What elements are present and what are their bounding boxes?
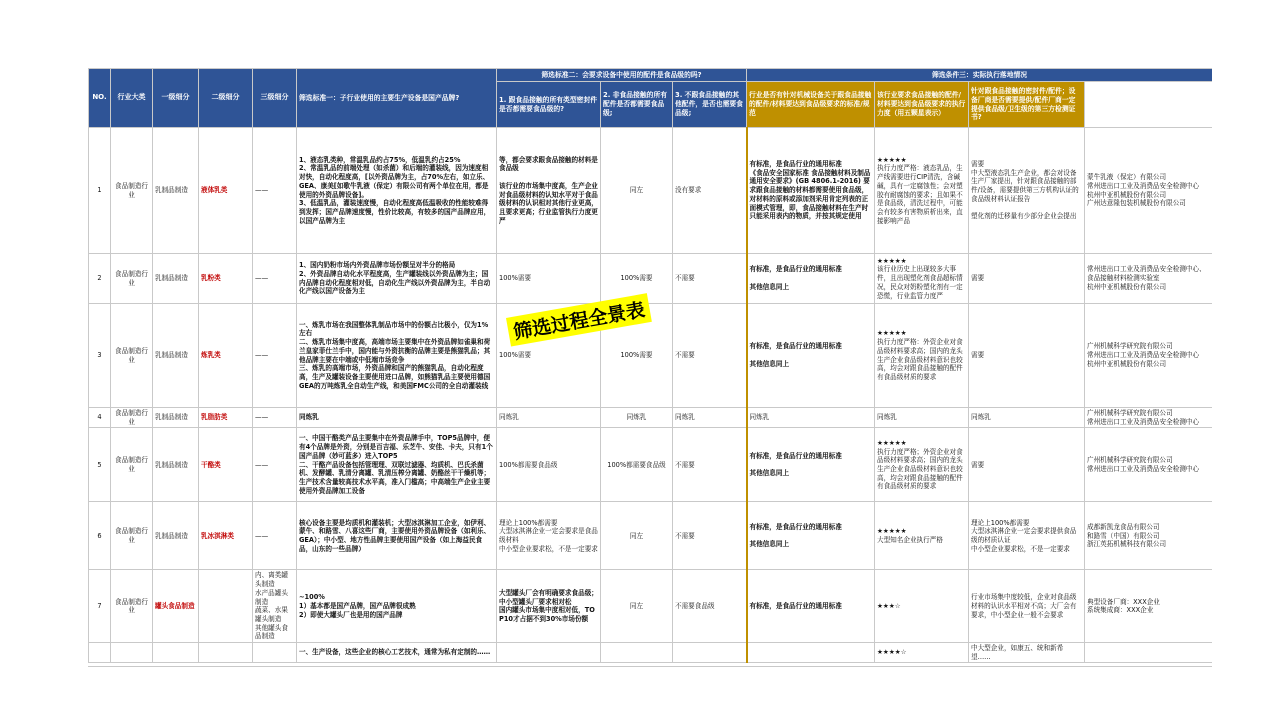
cell-s3b[interactable]: 同炼乳	[875, 408, 969, 428]
cell-industry[interactable]: 食品制造行业	[111, 570, 153, 643]
cell-s3b[interactable]: ★★★★★ 大型知名企业执行严格	[875, 502, 969, 570]
cell-s2a[interactable]	[497, 643, 601, 663]
cell-s2c[interactable]: 不需要	[673, 254, 747, 304]
cell-s3a[interactable]: 有标准，是食品行业的通用标准 其他信息同上	[747, 304, 875, 408]
cell-s2c[interactable]: 不需要	[673, 428, 747, 502]
cell-l3[interactable]: ——	[253, 304, 297, 408]
cell-s1[interactable]: 一、炼乳市场在我国整体乳制品市场中的份额占比极小，仅为1%左右 二、炼乳市场集中度高，高端市场主要集中在外资品牌如雀巢和荷兰皇家菲仕兰手中，国内能与外资抗衡的品牌主要是熊猫乳品；其他品牌主要在中端或中低端市场竞争 三、炼乳的高端市场，外资品牌和国产的熊猫乳品，自动化程度高，生产及罐装设备主要使用进口品牌，如熊猫乳品主要使用德国GEA的万吨炼乳全自动生产线，和美国FMC公司的全自动灌装线	[297, 304, 497, 408]
cell-s3b[interactable]: ★★★★★ 执行力度严格：外资企业对食品级材料要求高；国内的龙头生产企业食品级材料意识也较高，均会对跟食品接触的配件有食品级材质的要求	[875, 304, 969, 408]
cell-l3[interactable]: ——	[253, 128, 297, 254]
col-header-s2c: 3. 不跟食品接触的其他配件，是否也需要食品级;	[673, 82, 747, 128]
cell-s2a[interactable]: 大型罐头厂会有明确要求食品级；中小型罐头厂要求相对松 国内罐头市场集中度相对低，TOP10才占据不到30%市场份额	[497, 570, 601, 643]
col-header-no: NO.	[89, 69, 111, 128]
cell-l2[interactable]: 乳粉类	[199, 254, 253, 304]
table-row	[89, 128, 1213, 254]
cell-s2b[interactable]: 100%都需要食品级	[601, 428, 673, 502]
cell-l2[interactable]	[199, 643, 253, 663]
cell-s2a[interactable]: 100%都需要食品级	[497, 428, 601, 502]
cell-s3c[interactable]: 行业市场集中度较低，企业对食品级材料的认识水平相对不高；大厂会有要求，中小型企业一般不会要求	[969, 570, 1085, 643]
cell-s1[interactable]: 1、液态乳类种，常温乳品约占75%，低温乳约占25% 2、常温乳品的前端处理（如杀菌）和后端的灌装线，因为速度相对快，自动化程度高，[以外资品牌为主，占70%左右，如立乐、GEA、康美[如歌牛乳液（保定）有限公司有两个单位在用，都是使用的外资品牌设备]。 3、低温乳品，灌装速度慢，自动化程度高低温吸收的性能较难得到发挥；国产品牌速度慢，性价比较高，有较多的国产品牌应用，以国产品牌为主	[297, 128, 497, 254]
cell-src[interactable]: 广州机械科学研究院有限公司 常州进出口工业及消费品安全检测中心	[1085, 428, 1213, 502]
cell-src[interactable]: 成都新凯龙食品有限公司 和路雪（中国）有限公司 浙江英拓机械科技有限公司	[1085, 502, 1213, 570]
cell-l1[interactable]: 乳制品制造	[153, 502, 199, 570]
cell-s3b[interactable]: ★★★☆	[875, 570, 969, 643]
cell-s2c[interactable]	[673, 643, 747, 663]
cell-s3a[interactable]: 有标准，是食品行业的通用标准 其他信息同上	[747, 502, 875, 570]
cell-s3b[interactable]: ★★★★★ 执行力度严格：液态乳品，生产线需要进行CIP清洗，含碱碱，具有一定腐蚀性；会对塑胶有耐腐蚀的要求；且如果不是食品级，清洗过程中，可能会有较多有害物质析出来，直接影响产品	[875, 128, 969, 254]
cell-s3a[interactable]: 有标准，是食品行业的通用标准	[747, 570, 875, 643]
cell-s3a[interactable]: 有标准，是食品行业的通用标准 其他信息同上	[747, 254, 875, 304]
cell-s3a[interactable]: 有标准，是食品行业的通用标准 其他信息同上	[747, 428, 875, 502]
col-header-s3c: 针对跟食品接触的密封件/配件；设备厂商是否需要提供/配件厂商一定提供食品级/卫生级的第三方检测证书?	[969, 82, 1085, 128]
cell-s1[interactable]: 一、中国干酪类产品主要集中在外资品牌手中，TOP5品牌中，便有4个品牌是外资，分别是百吉福、乐芝牛、安佳、卡夫，只有1个国产品牌（妙可蓝多）进入TOP5 二、干酪产品设备包括管理理、双联过滤器、均质机、巴氏杀菌机、发酵罐、乳清分离罐、乳清压榨分离罐、奶酪丝干干燥机等；生产技术含量较高技术水平高，准入门槛高；中高端生产企业主要使用外资品牌加工设备	[297, 428, 497, 502]
table-row	[89, 428, 1213, 502]
cell-s3c[interactable]: 理论上100%都需要 大型冰淇淋企业一定会要求提供食品级的材质认证 中小型企业要求松，不是一定要求	[969, 502, 1085, 570]
cell-l1[interactable]	[153, 643, 199, 663]
cell-l3[interactable]: ——	[253, 502, 297, 570]
col-header-s2a: 1. 跟食品接触的所有类型密封件是否都需要食品级的?	[497, 82, 601, 128]
group-header-screen2: 筛选标准二：会要求设备中使用的配件是食品级的吗?	[497, 69, 747, 82]
group-header-screen3: 筛选条件三：实际执行落地情况	[747, 69, 1213, 82]
cell-s3b[interactable]: ★★★★★ 该行业历史上出现较多大事件，且出现塑化剂食品超标情况，民众对奶粉塑化剂有一定恐慌，行业监管力度严	[875, 254, 969, 304]
cell-no[interactable]: 6	[89, 502, 111, 570]
cell-s1[interactable]: 核心设备主要是均质机和灌装机；大型冰淇淋加工企业，如伊利、蒙牛、和路雪、八喜这些厂商，主要使用外资品牌设备（如利乐、GEA）；中小型、地方性品牌主要使用国产设备（如上海益民食品，山东的一些品牌）	[297, 502, 497, 570]
cell-s3c[interactable]: 需要	[969, 254, 1085, 304]
col-header-level2: 二级细分	[199, 69, 253, 128]
cell-s3a[interactable]: 同炼乳	[747, 408, 875, 428]
cell-s2a[interactable]: 理论上100%都需要 大型冰淇淋企业一定会要求是食品级材料 中小型企业要求松，不是一定要求	[497, 502, 601, 570]
cell-no[interactable]: 4	[89, 408, 111, 428]
cell-s3c[interactable]: 需要	[969, 428, 1085, 502]
col-header-industry: 行业大类	[111, 69, 153, 128]
cell-src[interactable]: 常州进出口工业及消费品安全检测中心、食品接触材料检测实验室 杭州中亚机械股份有限公司	[1085, 254, 1213, 304]
cell-s2c[interactable]: 不需要食品级	[673, 570, 747, 643]
cell-industry[interactable]: 食品制造行业	[111, 408, 153, 428]
cell-s3a[interactable]: 有标准，是食品行业的通用标准 《食品安全国家标准 食品接触材料及制品通用安全要求》(GB 4806.1-2016) 要求跟食品接触的材料都需要使用食品级，对材料的原料或添加剂采用肯定列表的正面模式管理，即，食品接触材料在生产时只能采用表内的物质，并按其规定使用	[747, 128, 875, 254]
bottom-edge-line	[88, 666, 1212, 667]
col-header-level3: 三级细分	[253, 69, 297, 128]
cell-l1[interactable]: 乳制品制造	[153, 254, 199, 304]
table-body	[89, 128, 1213, 663]
table-row	[89, 408, 1213, 428]
cell-l3[interactable]: ——	[253, 408, 297, 428]
cell-s2c[interactable]: 不需要	[673, 304, 747, 408]
cell-s1[interactable]: 同炼乳	[297, 408, 497, 428]
cell-no[interactable]: 5	[89, 428, 111, 502]
cell-l2[interactable]: 干酪类	[199, 428, 253, 502]
cell-s2b[interactable]: 同左	[601, 570, 673, 643]
cell-s2c[interactable]: 不需要	[673, 502, 747, 570]
cell-l3[interactable]: 内、离类罐头制造 水产品罐头制造 蔬菜、水果罐头制造 其他罐头食品制造	[253, 570, 297, 643]
cell-industry[interactable]	[111, 643, 153, 663]
cell-s1[interactable]: 一、生产设备，这些企业的核心工艺技术，通常为私有定制的……	[297, 643, 497, 663]
cell-s3b[interactable]: ★★★★☆	[875, 643, 969, 663]
cell-s3c[interactable]: 需要 中大型液态乳生产企业，都会对设备生产厂家提出，针对跟食品接触的部件/设备，需要提供第三方机构认证的食品级材料认证报告 塑化剂的迁移量有少部分企业会提出	[969, 128, 1085, 254]
cell-l1[interactable]: 乳制品制造	[153, 408, 199, 428]
cell-s2c[interactable]: 没有要求	[673, 128, 747, 254]
table-row	[89, 643, 1213, 663]
cell-no[interactable]: 1	[89, 128, 111, 254]
cell-s2b[interactable]: 100%需要	[601, 254, 673, 304]
col-header-screen1: 筛选标准一：子行业使用的主要生产设备是国产品牌?	[297, 69, 497, 128]
cell-s2a[interactable]: 100%需要	[497, 304, 601, 408]
cell-src[interactable]: 广州机械科学研究院有限公司 常州进出口工业及消费品安全检测中心 杭州中亚机械股份有限公司	[1085, 304, 1213, 408]
table-row	[89, 502, 1213, 570]
cell-src[interactable]	[1085, 643, 1213, 663]
cell-s3c[interactable]: 需要	[969, 304, 1085, 408]
cell-s2c[interactable]: 同炼乳	[673, 408, 747, 428]
cell-no[interactable]	[89, 643, 111, 663]
cell-s2b[interactable]: 同左	[601, 502, 673, 570]
col-header-s3b: 该行业要求食品接触的配件/材料要达到食品级要求的执行力度（用五颗星表示）	[875, 82, 969, 128]
cell-s2b[interactable]: 100%需要	[601, 304, 673, 408]
cell-src[interactable]: 典型设备厂商：XXX企业 系统集成商：XXX企业	[1085, 570, 1213, 643]
cell-s3a[interactable]	[747, 643, 875, 663]
cell-s2a[interactable]: 同炼乳	[497, 408, 601, 428]
cell-src[interactable]: 广州机械科学研究院有限公司 常州进出口工业及消费品安全检测中心	[1085, 408, 1213, 428]
cell-industry[interactable]: 食品制造行业	[111, 304, 153, 408]
cell-no[interactable]: 7	[89, 570, 111, 643]
overlay-label: 筛选过程全景表	[506, 293, 652, 346]
cell-l1[interactable]: 乳制品制造	[153, 304, 199, 408]
col-header-s2b: 2. 非食品接触的所有配件是否都需要食品级;	[601, 82, 673, 128]
table-row	[89, 570, 1213, 643]
cell-src[interactable]: 蒙牛乳液（保定）有限公司 常州进出口工业及消费品安全检测中心 杭州中亚机械股份有限公司 广州达意隆包装机械股份有限公司	[1085, 128, 1213, 254]
cell-l2[interactable]: 液体乳类	[199, 128, 253, 254]
cell-s3c[interactable]: 同炼乳	[969, 408, 1085, 428]
cell-l2[interactable]: 炼乳类	[199, 304, 253, 408]
spreadsheet-view	[88, 68, 1212, 668]
screening-table	[88, 68, 1212, 663]
cell-l2[interactable]: 乳脂肪类	[199, 408, 253, 428]
cell-no[interactable]: 2	[89, 254, 111, 304]
cell-s3c[interactable]: 中大型企业，如康五、统和新希望……	[969, 643, 1085, 663]
cell-industry[interactable]: 食品制造行业	[111, 254, 153, 304]
cell-l3[interactable]: ——	[253, 254, 297, 304]
cell-s2b[interactable]: 同左	[601, 128, 673, 254]
cell-no[interactable]: 3	[89, 304, 111, 408]
col-header-level1: 一级细分	[153, 69, 199, 128]
cell-l1[interactable]: 乳制品制造	[153, 128, 199, 254]
cell-l1[interactable]: 罐头食品制造	[153, 570, 199, 643]
cell-l1[interactable]: 乳制品制造	[153, 428, 199, 502]
cell-industry[interactable]: 食品制造行业	[111, 128, 153, 254]
cell-s2a[interactable]: 100%需要	[497, 254, 601, 304]
cell-industry[interactable]: 食品制造行业	[111, 428, 153, 502]
cell-s2a[interactable]: 等，都会要求跟食品接触的材料是食品级 该行业的市场集中度高，生产企业对食品级材料的认知水平对于食品级材料的认识相对其他行业更高，且要求更高；行业监管执行力度更严	[497, 128, 601, 254]
cell-s2b[interactable]: 同炼乳	[601, 408, 673, 428]
header-group-row	[89, 69, 1213, 82]
cell-l2[interactable]	[199, 570, 253, 643]
cell-s1[interactable]: ~100% 1）基本都是国产品牌，国产品牌很成熟 2）即使大罐头厂也是用的国产品牌	[297, 570, 497, 643]
table-row	[89, 254, 1213, 304]
col-header-s3a: 行业是否有针对机械设备关于跟食品接触的配件/材料要达到食品级要求的标准/规范	[747, 82, 875, 128]
cell-l3[interactable]	[253, 643, 297, 663]
cell-s2b[interactable]	[601, 643, 673, 663]
cell-industry[interactable]: 食品制造行业	[111, 502, 153, 570]
cell-l3[interactable]: ——	[253, 428, 297, 502]
cell-s1[interactable]: 1、国内奶粉市场内外资品牌市场份额呈对半分的格局 2、外资品牌自动化水平程度高，生产罐装线以外资品牌为主；国内品牌自动化程度相对低，自动化生产线以外资品牌为主，半自动化产线以国产设备为主	[297, 254, 497, 304]
cell-s3b[interactable]: ★★★★★ 执行力度严格；外资企业对食品级材料要求高；国内的龙头生产企业食品级材料意识也较高，均会对跟食品接触的配件有食品级材质的要求	[875, 428, 969, 502]
cell-l2[interactable]: 乳冰淇淋类	[199, 502, 253, 570]
